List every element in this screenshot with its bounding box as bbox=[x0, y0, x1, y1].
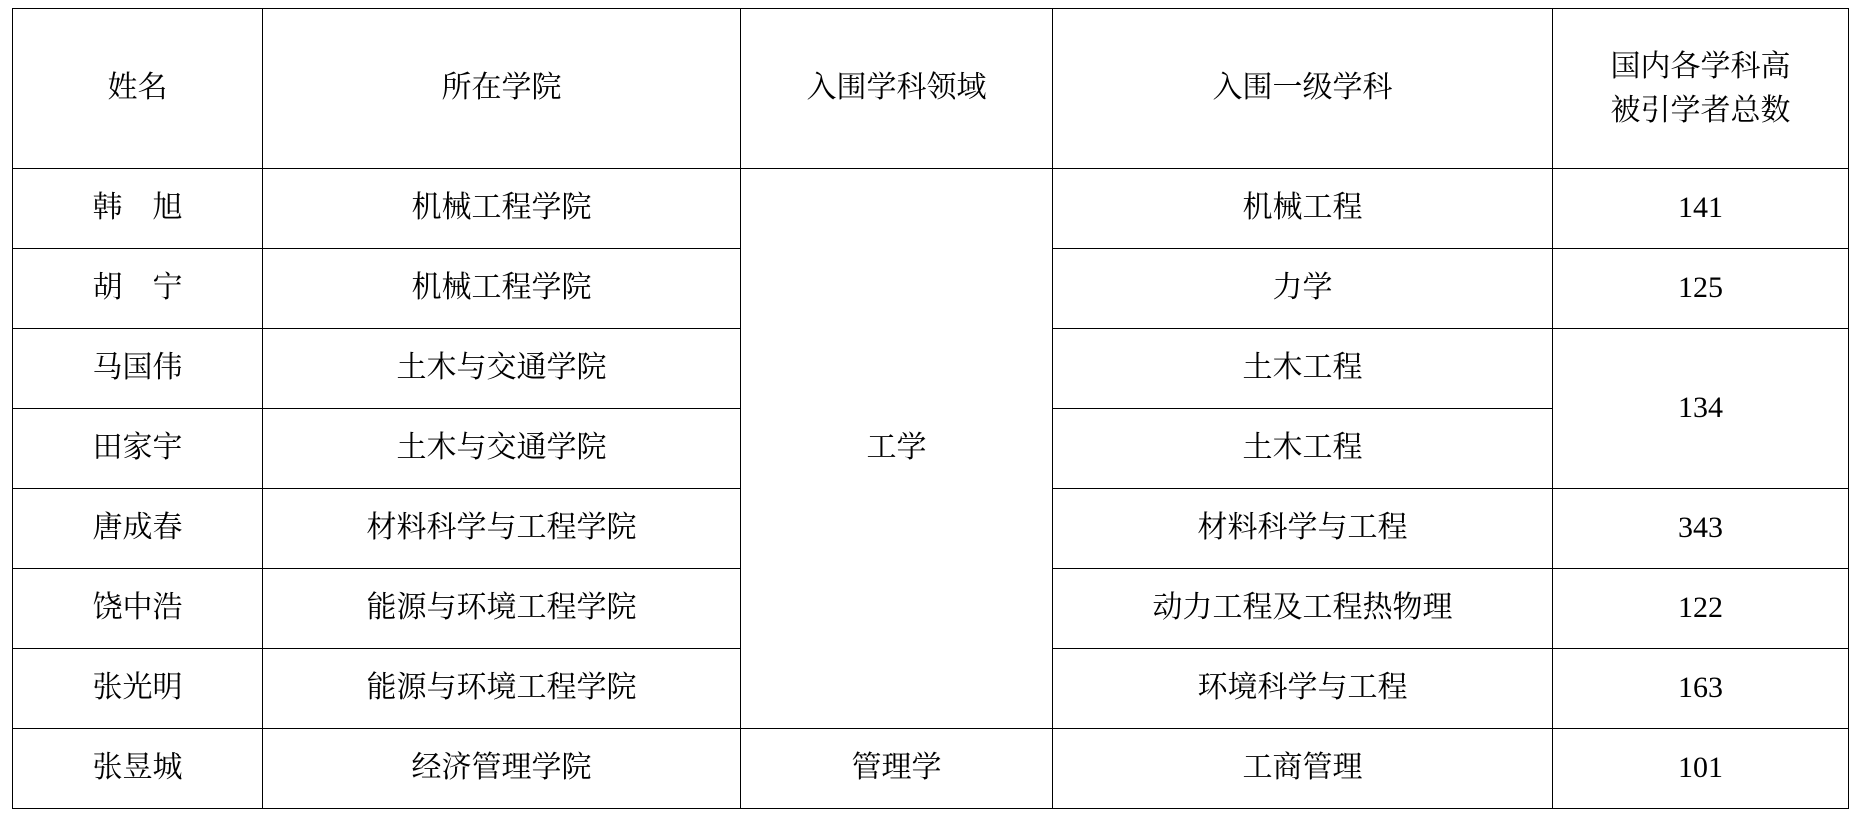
cell-college: 材料科学与工程学院 bbox=[263, 489, 741, 569]
cell-name: 张昱城 bbox=[13, 729, 263, 809]
table-body bbox=[13, 169, 1849, 809]
cell-college: 能源与环境工程学院 bbox=[263, 649, 741, 729]
table-header-row bbox=[13, 9, 1849, 169]
cell-name: 胡 宁 bbox=[13, 249, 263, 329]
cell-college: 经济管理学院 bbox=[263, 729, 741, 809]
cell-count: 163 bbox=[1553, 649, 1849, 729]
cell-college: 机械工程学院 bbox=[263, 169, 741, 249]
cell-discipline: 土木工程 bbox=[1053, 329, 1553, 409]
column-header-field: 入围学科领域 bbox=[741, 9, 1053, 169]
cell-college: 机械工程学院 bbox=[263, 249, 741, 329]
cell-discipline: 工商管理 bbox=[1053, 729, 1553, 809]
cell-discipline: 力学 bbox=[1053, 249, 1553, 329]
cell-discipline: 机械工程 bbox=[1053, 169, 1553, 249]
column-header-count-line1: 国内各学科高 bbox=[1610, 50, 1791, 83]
cell-name: 饶中浩 bbox=[13, 569, 263, 649]
cell-name: 张光明 bbox=[13, 649, 263, 729]
cell-college: 能源与环境工程学院 bbox=[263, 569, 741, 649]
cell-count-merged: 134 bbox=[1553, 329, 1849, 489]
table-row bbox=[13, 729, 1849, 809]
cell-field-engineering: 工学 bbox=[741, 169, 1053, 729]
cell-discipline: 材料科学与工程 bbox=[1053, 489, 1553, 569]
cell-name: 唐成春 bbox=[13, 489, 263, 569]
cell-discipline: 动力工程及工程热物理 bbox=[1053, 569, 1553, 649]
column-header-name: 姓名 bbox=[13, 9, 263, 169]
cell-count: 101 bbox=[1553, 729, 1849, 809]
cell-count: 141 bbox=[1553, 169, 1849, 249]
cell-field-management: 管理学 bbox=[741, 729, 1053, 809]
cell-name: 韩 旭 bbox=[13, 169, 263, 249]
cell-college: 土木与交通学院 bbox=[263, 409, 741, 489]
cell-college: 土木与交通学院 bbox=[263, 329, 741, 409]
cell-count: 343 bbox=[1553, 489, 1849, 569]
cell-name: 马国伟 bbox=[13, 329, 263, 409]
cell-count: 125 bbox=[1553, 249, 1849, 329]
table-header bbox=[13, 9, 1849, 169]
highly-cited-scholars-table bbox=[12, 8, 1849, 809]
cell-discipline: 土木工程 bbox=[1053, 409, 1553, 489]
cell-discipline: 环境科学与工程 bbox=[1053, 649, 1553, 729]
table-row bbox=[13, 169, 1849, 249]
column-header-discipline: 入围一级学科 bbox=[1053, 9, 1553, 169]
cell-count: 122 bbox=[1553, 569, 1849, 649]
column-header-count-line2: 被引学者总数 bbox=[1610, 93, 1791, 127]
column-header-college: 所在学院 bbox=[263, 9, 741, 169]
cell-name: 田家宇 bbox=[13, 409, 263, 489]
column-header-count bbox=[1553, 9, 1849, 169]
